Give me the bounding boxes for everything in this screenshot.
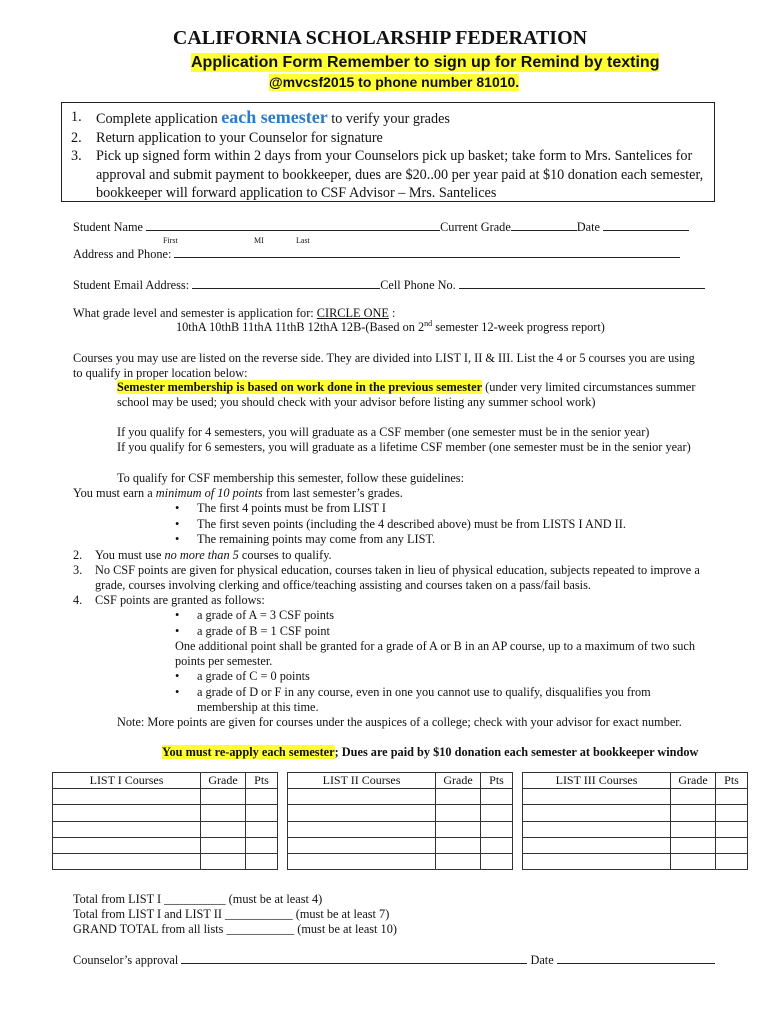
list-item: • a grade of A = 3 CSF points: [175, 608, 334, 624]
address-row: Address and Phone:: [73, 246, 680, 262]
course-cell[interactable]: [481, 837, 513, 853]
list-item: • The remaining points may come from any LIST.: [175, 532, 626, 548]
rule-3: 3. No CSF points are given for physical education, courses taken in lieu of physical education, subjects repeated to improve a: [73, 563, 700, 577]
course-cell[interactable]: [246, 853, 278, 869]
rule-2: 2. You must use no more than 5 courses to qualify.: [73, 548, 332, 562]
grade-options[interactable]: 10thA 10thB 11thA 11thB 12thA 12B-(Based on 2nd semester 12-week progress report): [176, 318, 605, 334]
course-cell[interactable]: [671, 821, 716, 837]
course-cell[interactable]: [201, 821, 246, 837]
course-cell[interactable]: [671, 789, 716, 805]
list-item: • The first 4 points must be from LIST I: [175, 501, 626, 517]
ap-bonus-line1: One additional point shall be granted for a grade of A or B in an AP course, up to a maximum of two such: [175, 639, 696, 653]
must-earn-rule: You must earn a minimum of 10 points from last semester’s grades.: [73, 486, 403, 500]
earn-bullets: [175, 501, 626, 548]
course-cell[interactable]: [481, 821, 513, 837]
ap-bonus-line2: points per semester.: [175, 654, 273, 668]
course-cell[interactable]: [53, 789, 201, 805]
list-item: • The first seven points (including the 4 described above) must be from LISTS I AND II.: [175, 517, 626, 533]
email-row: Student Email Address: Cell Phone No.: [73, 277, 705, 293]
date-field[interactable]: [603, 219, 689, 231]
semester-membership-note: Semester membership is based on work done in the previous semester (under very limited circumstances summer: [117, 380, 696, 394]
course-cell[interactable]: [481, 805, 513, 821]
qualify-6-semesters: If you qualify for 6 semesters, you will graduate as a lifetime CSF member (one semester must be in the senior year): [117, 440, 691, 454]
course-cell[interactable]: [246, 821, 278, 837]
approval-date-field[interactable]: [557, 952, 715, 964]
course-cell[interactable]: [201, 789, 246, 805]
course-cell[interactable]: [53, 805, 201, 821]
header-list1-courses: LIST I Courses: [53, 773, 201, 789]
email-field[interactable]: [192, 277, 380, 289]
course-cell[interactable]: [716, 821, 748, 837]
counselor-approval-row: Counselor’s approval Date: [73, 952, 715, 968]
course-cell[interactable]: [716, 853, 748, 869]
step-1: 1. Complete application each semester to verify your grades: [71, 107, 450, 127]
course-cell[interactable]: [481, 853, 513, 869]
grade-level-question: What grade level and semester is application for: CIRCLE ONE :: [73, 306, 396, 320]
course-cell[interactable]: [288, 837, 436, 853]
rule-4: 4. CSF points are granted as follows:: [73, 593, 265, 607]
header-grade: Grade: [671, 773, 716, 789]
course-cell[interactable]: [288, 789, 436, 805]
list-item: • a grade of D or F in any course, even in one you cannot use to qualify, disqualifies you from: [175, 685, 651, 701]
table-row: [53, 805, 748, 821]
course-cell[interactable]: [523, 789, 671, 805]
grand-total[interactable]: GRAND TOTAL from all lists ___________ (must be at least 10): [73, 922, 397, 936]
list-item: • a grade of B = 1 CSF point: [175, 624, 334, 640]
course-cell[interactable]: [671, 805, 716, 821]
table-row: [53, 821, 748, 837]
course-cell[interactable]: [523, 837, 671, 853]
course-cell[interactable]: [671, 837, 716, 853]
course-table: [52, 772, 748, 870]
course-cell[interactable]: [481, 789, 513, 805]
course-cell[interactable]: [53, 821, 201, 837]
points-bullets-ab: [175, 608, 334, 639]
current-grade-field[interactable]: [511, 219, 577, 231]
course-cell[interactable]: [53, 837, 201, 853]
course-cell[interactable]: [716, 805, 748, 821]
mi-label: MI: [254, 236, 264, 245]
header-pts: Pts: [246, 773, 278, 789]
course-cell[interactable]: [523, 821, 671, 837]
header-pts: Pts: [716, 773, 748, 789]
total-list1[interactable]: Total from LIST I __________ (must be at least 4): [73, 892, 323, 906]
course-cell[interactable]: [671, 853, 716, 869]
last-label: Last: [296, 236, 310, 245]
course-cell[interactable]: [53, 853, 201, 869]
header-pts: Pts: [481, 773, 513, 789]
total-list1-and-2[interactable]: Total from LIST I and LIST II ___________ (must be at least 7): [73, 907, 390, 921]
course-cell[interactable]: [523, 805, 671, 821]
first-label: First: [163, 236, 178, 245]
course-cell[interactable]: [246, 805, 278, 821]
course-cell[interactable]: [288, 853, 436, 869]
header-grade: Grade: [201, 773, 246, 789]
course-cell[interactable]: [436, 837, 481, 853]
course-cell[interactable]: [436, 805, 481, 821]
course-cell[interactable]: [201, 805, 246, 821]
header-list3-courses: LIST III Courses: [523, 773, 671, 789]
circle-one-label: CIRCLE ONE: [316, 306, 389, 320]
college-note: Note: More points are given for courses under the auspices of a college; check with your advisor for exact number.: [117, 715, 682, 729]
table-row: [53, 853, 748, 869]
course-cell[interactable]: [246, 837, 278, 853]
student-name-row: Student Name Current Grade Date: [73, 219, 689, 235]
course-cell[interactable]: [716, 837, 748, 853]
courses-intro-line1: Courses you may use are listed on the reverse side. They are divided into LIST I, II & III. List the 4 or 5 courses you are using: [73, 351, 695, 365]
points-bullets-cdf: [175, 669, 651, 716]
table-row: [53, 837, 748, 853]
address-field[interactable]: [174, 246, 680, 258]
qualify-4-semesters: If you qualify for 4 semesters, you will graduate as a CSF member (one semester must be in the senior year): [117, 425, 650, 439]
course-cell[interactable]: [201, 853, 246, 869]
semester-membership-note-2: school may be used; you should check with your advisor before listing any summer school work): [117, 395, 596, 409]
course-cell[interactable]: [288, 805, 436, 821]
course-cell[interactable]: [523, 853, 671, 869]
guidelines-intro: To qualify for CSF membership this semester, follow these guidelines:: [117, 471, 465, 485]
step-2: 2. Return application to your Counselor for signature: [71, 129, 383, 146]
instructions-box: [61, 102, 715, 202]
course-cell[interactable]: [288, 821, 436, 837]
counselor-signature-field[interactable]: [181, 952, 527, 964]
header-list2-courses: LIST II Courses: [288, 773, 436, 789]
remind-notice-line1: Application Form Remember to sign up for Remind by texting: [191, 54, 660, 71]
course-cell[interactable]: [201, 837, 246, 853]
each-semester-emphasis: each semester: [221, 107, 328, 127]
header-grade: Grade: [436, 773, 481, 789]
reapply-notice: You must re-apply each semester; Dues are paid by $10 donation each semester at bookkeeper window: [162, 745, 699, 759]
list-item: membership at this time.: [197, 700, 319, 714]
list-item: • a grade of C = 0 points: [175, 669, 651, 685]
courses-intro-line2: to qualify in proper location below:: [73, 366, 248, 380]
table-header-row: [53, 773, 748, 789]
step-3: 3. Pick up signed form within 2 days from your Counselors pick up basket; take form to Mrs. Santelices for approval and submit payment to bookkeeper, dues are $20..00 per year paid at $10 donation each semester, bookkeeper will forward application to CSF Advisor – Mrs. Santelices: [71, 148, 704, 201]
page-title: CALIFORNIA SCHOLARSHIP FEDERATION: [172, 27, 588, 49]
course-cell[interactable]: [246, 789, 278, 805]
rule-3-cont: grade, courses involving clerking and office/teaching assisting and courses taken on a pass/fail basis.: [95, 578, 591, 592]
cell-phone-field[interactable]: [459, 277, 705, 289]
course-cell[interactable]: [436, 789, 481, 805]
course-cell[interactable]: [436, 853, 481, 869]
course-cell[interactable]: [436, 821, 481, 837]
remind-notice-line2: @mvcsf2015 to phone number 81010.: [269, 74, 520, 90]
student-name-field[interactable]: [146, 219, 440, 231]
table-row: [53, 789, 748, 805]
course-cell[interactable]: [716, 789, 748, 805]
